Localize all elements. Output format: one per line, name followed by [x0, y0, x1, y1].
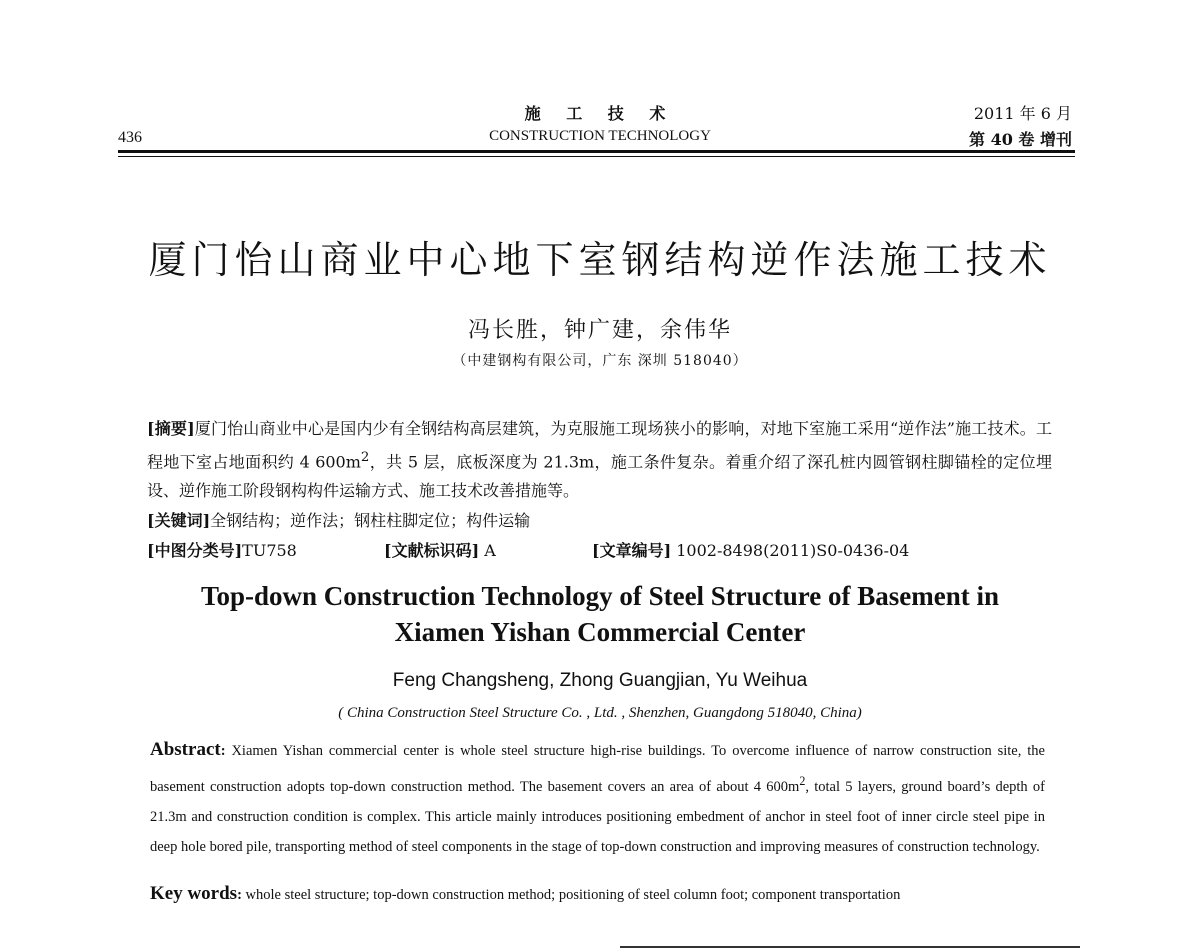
article-id-label: [文章编号] [592, 541, 672, 560]
article-id [592, 538, 909, 561]
page-number: 436 [118, 129, 142, 146]
journal-title-cn: 施 工 技 术 [524, 104, 676, 123]
abstract-cn [147, 414, 1052, 505]
article-title-en-line2: Xiamen Yishan Commercial Center [394, 617, 806, 647]
document-code [384, 538, 496, 561]
footnote-rule [620, 946, 1080, 948]
header-rule-thick [118, 150, 1075, 153]
issue-date: 2011 年 6 月 [973, 104, 1072, 123]
journal-title-en: CONSTRUCTION TECHNOLOGY [489, 128, 711, 144]
abstract-en-text-pre: Xiamen Yishan commercial center is whole steel structure high-rise buildings. To overcome influence of narrow construction site, the basement construction adopts top-down construction method. The basement covers an area of about 4 600m [150, 743, 1045, 795]
abstract-cn-text-pre: 厦门怡山商业中心是国内少有全钢结构高层建筑，为克服施工现场狭小的影响，对地下室施工采用“逆作法”施工技术。工程地下室占地面积约 4 600m [147, 419, 1052, 472]
abstract-cn-text-post: ，共 5 层，底板深度为 21.3m，施工条件复杂。着重介绍了深孔桩内圆管钢柱脚锚栓的定位埋设、逆作施工阶段钢构构件运输方式、施工技术改善措施等。 [147, 452, 1052, 501]
abstract-en-text-post: , total 5 layers, ground board’s depth of 21.3m and construction condition is complex. This article mainly introduces positioning embedment of anchor in steel foot of inner circle steel pipe in deep hole bored pile, transporting method of steel components in the stage of top-down construction and improving measures of construction technology. [150, 778, 1045, 855]
article-title-en-line1: Top-down Construction Technology of Steel Structure of Basement in [200, 581, 1000, 611]
keywords-cn [147, 508, 530, 531]
abstract-cn-sup: 2 [360, 450, 370, 465]
keywords-en: Key words: whole steel structure; top-down construction method; positioning of steel column foot; component transportation [150, 883, 901, 904]
keywords-cn-label: [关键词] [147, 511, 211, 530]
article-id-value: 1002-8498(2011)S0-0436-04 [676, 541, 910, 560]
article-title-en [0, 578, 1200, 650]
keywords-en-label: Key words [150, 883, 238, 904]
affiliation-cn: （中建钢构有限公司，广东 深圳 518040） [452, 353, 748, 369]
affiliation-en: ( China Construction Steel Structure Co. , Ltd. , Shenzhen, Guangdong 518040, China) [338, 705, 862, 721]
document-code-value: A [484, 541, 496, 560]
document-code-label: [文献标识码] [384, 541, 480, 560]
authors-cn: 冯长胜，钟广建，余伟华 [467, 318, 732, 343]
keywords-cn-text: 全钢结构；逆作法；钢柱柱脚定位；构件运输 [210, 511, 531, 530]
abstract-en-sup: 2 [799, 774, 806, 788]
keywords-en-text: whole steel structure; top-down construction method; positioning of steel column foot; component transportation [245, 887, 901, 903]
issue-volume: 第 40 卷 增刊 [969, 130, 1072, 149]
article-title-cn: 厦门怡山商业中心地下室钢结构逆作法施工技术 [148, 238, 1052, 282]
abstract-en-label: Abstract [150, 739, 221, 760]
header-rule-thin [118, 156, 1075, 157]
clc-value: TU758 [242, 541, 297, 560]
authors-en: Feng Changsheng, Zhong Guangjian, Yu Weihua [392, 670, 808, 691]
clc-label: [中图分类号] [147, 541, 243, 560]
clc-number [147, 538, 297, 561]
abstract-cn-label: [摘要] [147, 419, 195, 438]
abstract-en: Abstract: Xiamen Yishan commercial center is whole steel structure high-rise buildings. To overcome influence of narrow construction site, the basement construction adopts top-down construction method. The basement covers an area of about 4 $600m^2$, total 5 layers, ground board’s depth of 21.3m and construction condition is complex. This article mainly introduces positioning embedment of anchor in steel foot of inner circle steel pipe in deep hole bored pile, transporting method of steel components in the stage of top-down construction and improving measures of construction technology. [150, 739, 1045, 855]
